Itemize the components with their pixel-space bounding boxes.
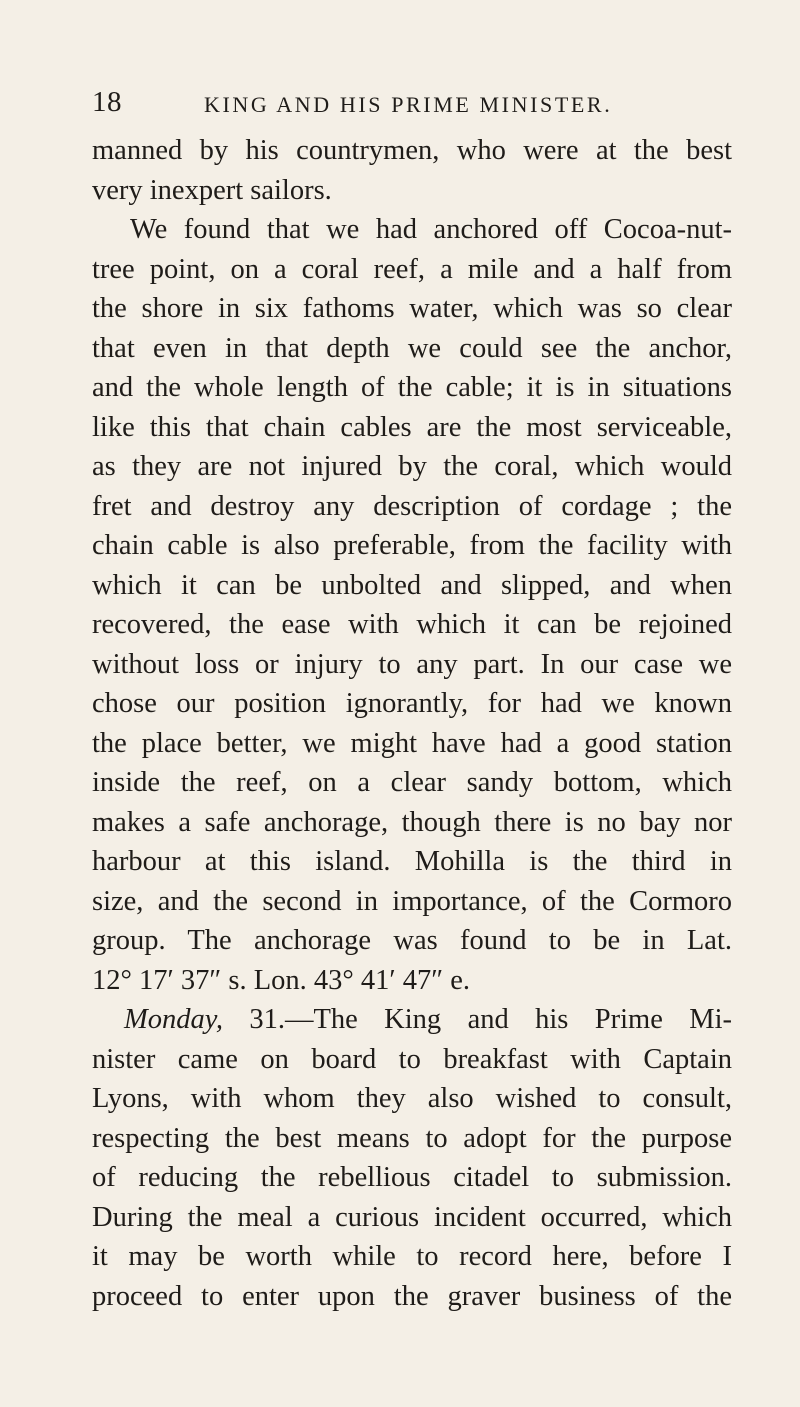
text-line: Lyons, with whom they also wished to consult,: [92, 1083, 732, 1114]
text-line: group. The anchorage was found to be in Lat.: [92, 925, 732, 956]
text-span: 31.—The King and his Prime Mi-: [222, 1004, 732, 1035]
text-line: harbour at this island. Mohilla is the third in: [92, 846, 732, 877]
text-line: chain cable is also preferable, from the facility with: [92, 530, 732, 561]
text-line: it may be worth while to record here, before I: [92, 1241, 732, 1272]
page-number: 18: [92, 86, 122, 118]
text-line: During the meal a curious incident occurred, which: [92, 1201, 732, 1233]
text-line: 12° 17′ 37″ s. Lon. 43° 41′ 47″ e.: [92, 964, 471, 996]
text-line: very inexpert sailors.: [92, 174, 332, 206]
text-line: without loss or injury to any part. In our case we: [92, 648, 732, 680]
text-line: nister came on board to breakfast with Captain: [92, 1043, 732, 1075]
text-line: makes a safe anchorage, though there is no bay nor: [92, 806, 732, 838]
running-title: KING AND HIS PRIME MINISTER.: [204, 92, 613, 117]
text-line: recovered, the ease with which it can be rejoined: [92, 609, 732, 640]
text-line: the place better, we might have had a good station: [92, 727, 732, 759]
text-line: size, and the second in importance, of the Cormoro: [92, 885, 732, 917]
text-line: the shore in six fathoms water, which was so clear: [92, 293, 732, 324]
text-line: We found that we had anchored off Cocoa-nut-: [130, 214, 732, 245]
text-line: fret and destroy any description of cordage ; the: [92, 490, 732, 522]
text-line: as they are not injured by the coral, which would: [92, 451, 732, 482]
text-line: respecting the best means to adopt for the purpose: [92, 1122, 732, 1154]
text-line: which it can be unbolted and slipped, and when: [92, 569, 732, 601]
text-line: inside the reef, on a clear sandy bottom, which: [92, 767, 732, 798]
date-italic: Monday,: [124, 1004, 223, 1035]
text-line: [92, 1000, 732, 1040]
text-line: like this that chain cables are the most serviceable,: [92, 411, 732, 443]
text-line: proceed to enter upon the graver business of the: [92, 1280, 732, 1312]
page-header: [92, 86, 732, 126]
text-line: of reducing the rebellious citadel to submission.: [92, 1162, 732, 1193]
text-line: tree point, on a coral reef, a mile and a half from: [92, 253, 732, 285]
text-line: manned by his countrymen, who were at the best: [92, 135, 732, 166]
text-line: and the whole length of the cable; it is in situations: [92, 372, 732, 403]
text-line: chose our position ignorantly, for had we known: [92, 688, 732, 719]
text-line: that even in that depth we could see the anchor,: [92, 332, 732, 364]
body-text: [92, 131, 732, 1316]
